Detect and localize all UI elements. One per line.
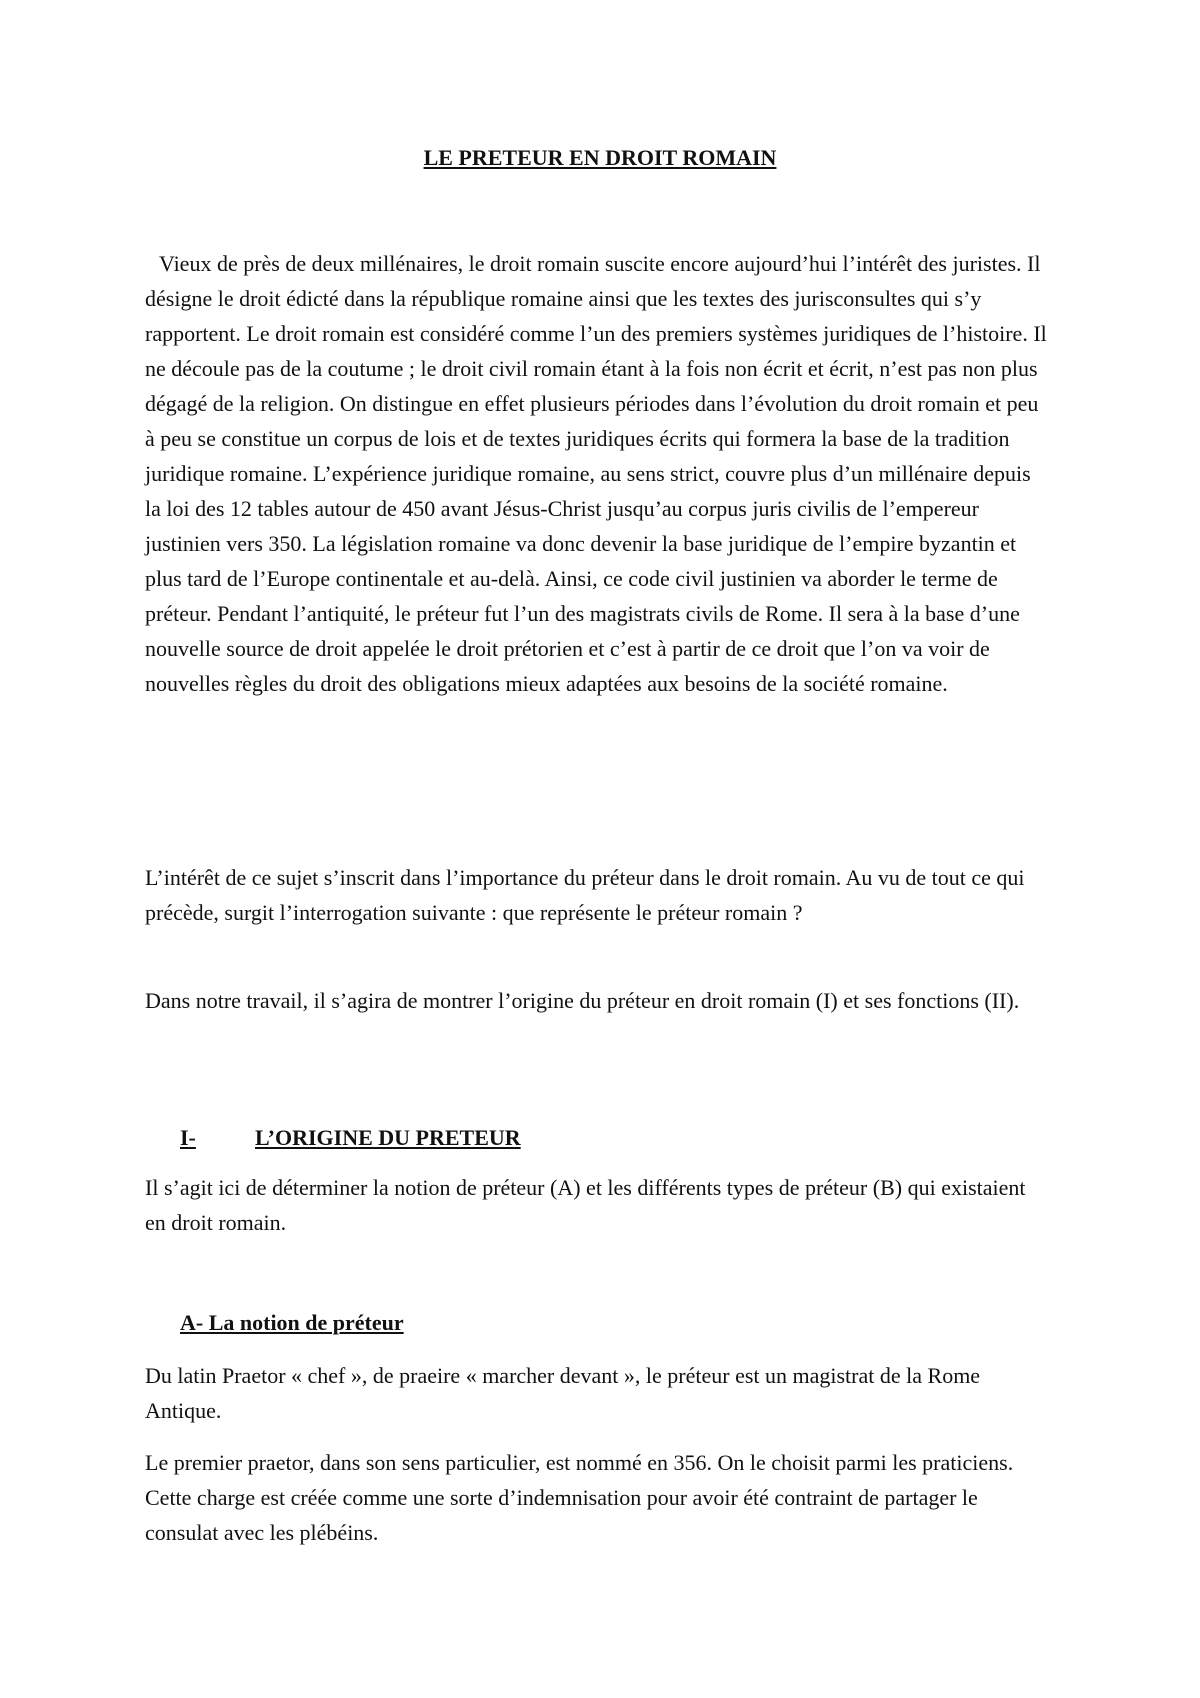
intro-paragraph: Vieux de près de deux millénaires, le droit romain suscite encore aujourd’hui l’intérêt des juristes. Il désigne le droit édicté dans la république romaine ainsi que les textes des jurisconsultes qui s’y rapportent. Le droit romain est considéré comme l’un des premiers systèmes juridiques de l’histoire. Il ne découle pas de la coutume ; le droit civil romain étant à la fois non écrit et écrit, n’est pas non plus dégagé de la religion. On distingue en effet plusieurs périodes dans l’évolution du droit romain et peu à peu se constitue un corpus de lois et de textes juridiques écrits qui formera la base de la tradition juridique romaine. L’expérience juridique romaine, au sens strict, couvre plus d’un millénaire depuis la loi des 12 tables autour de 450 avant Jésus-Christ jusqu’au corpus juris civilis de l’empereur justinien vers 350. La législation romaine va donc devenir la base juridique de l’empire byzantin et plus tard de l’Europe continentale et au-delà. Ainsi, ce code civil justinien va aborder le terme de préteur. Pendant l’antiquité, le préteur fut l’un des magistrats civils de Rome. Il sera à la base d’une nouvelle source de droit appelée le droit prétorien et c’est à partir de ce droit que l’on va voir de nouvelles règles du droit des obligations mieux adaptées aux besoins de la société romaine. bbox=[145, 251, 1047, 696]
section-title: L’ORIGINE DU PRETEUR bbox=[255, 1125, 521, 1150]
document-title: LE PRETEUR EN DROIT ROMAIN bbox=[423, 145, 777, 170]
section-number: I- bbox=[180, 1125, 196, 1150]
notion-paragraph-2: Le premier praetor, dans son sens particulier, est nommé en 356. On le choisit parmi les praticiens. Cette charge est créée comme une sorte d’indemnisation pour avoir été contraint de partager le consulat avec les plébéins. bbox=[145, 1450, 1014, 1545]
plan-paragraph: Dans notre travail, il s’agira de montrer l’origine du préteur en droit romain (I) et ses fonctions (II). bbox=[145, 988, 1020, 1013]
subsection-heading-notion: A- La notion de préteur bbox=[180, 1310, 404, 1335]
notion-paragraph-1: Du latin Praetor « chef », de praeire « marcher devant », le préteur est un magistrat de la Rome Antique. bbox=[145, 1363, 981, 1423]
interest-paragraph: L’intérêt de ce sujet s’inscrit dans l’importance du préteur dans le droit romain. Au vu de tout ce qui précède, surgit l’interrogation suivante : que représente le préteur romain ? bbox=[145, 865, 1025, 925]
section-heading-origine bbox=[180, 1123, 521, 1153]
section-intro-paragraph: Il s’agit ici de déterminer la notion de préteur (A) et les différents types de préteur (B) qui existaient en droit romain. bbox=[145, 1175, 1026, 1235]
